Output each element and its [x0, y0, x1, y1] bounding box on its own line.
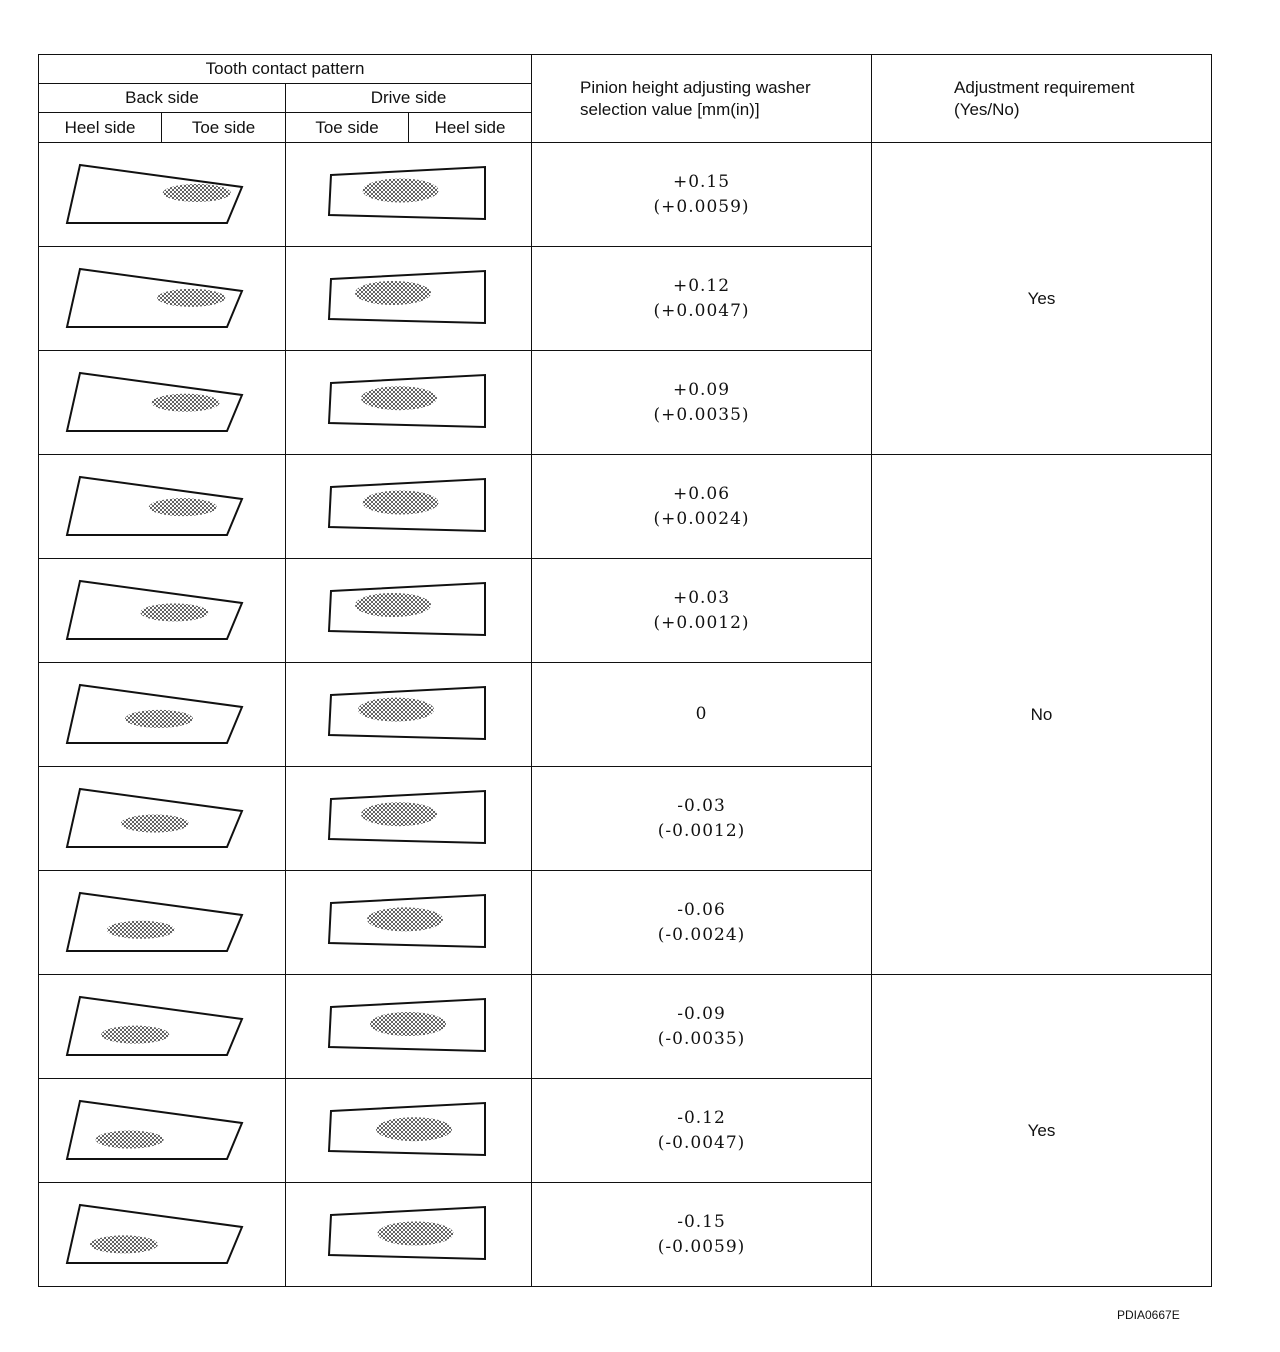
washer-value-header-line2: selection value [mm(in)] [580, 99, 760, 119]
drive-side-pattern-cell [286, 351, 532, 455]
tooth-contact-table [38, 54, 1211, 1294]
adjustment-header [872, 55, 1212, 143]
adjustment-requirement-cell: Yes [872, 143, 1212, 455]
tooth-contact-pattern-header: Tooth contact pattern [39, 55, 532, 84]
back-side-pattern-cell [39, 1079, 286, 1183]
back-side-pattern-cell [39, 143, 286, 247]
washer-value-mm: +0.09 [672, 379, 731, 400]
washer-value-mm: -0.06 [677, 899, 726, 920]
washer-value-cell [532, 455, 872, 559]
drive-side-contact-area [367, 907, 443, 931]
washer-value-cell [532, 559, 872, 663]
washer-value-in: (-0.0035) [657, 1028, 746, 1049]
washer-value-cell [532, 247, 872, 351]
drive-side-tooth-sketch [309, 887, 509, 959]
drive-side-tooth-sketch [309, 367, 509, 439]
back-side-tooth-sketch [62, 575, 262, 647]
washer-value-in: (-0.0012) [657, 820, 746, 841]
back-side-tooth-sketch [62, 679, 262, 751]
back-side-pattern-cell [39, 559, 286, 663]
table-row [39, 143, 1212, 247]
back-toe-side-header: Toe side [162, 113, 286, 143]
drive-side-contact-area [377, 1221, 453, 1245]
drive-side-tooth-sketch [309, 679, 509, 751]
drive-side-tooth-sketch [309, 471, 509, 543]
drive-side-pattern-cell [286, 871, 532, 975]
washer-value-mm: 0 [695, 704, 708, 724]
back-side-header: Back side [39, 84, 286, 113]
drive-side-tooth-sketch [309, 575, 509, 647]
drive-side-pattern-cell [286, 143, 532, 247]
drive-side-tooth-sketch [309, 1095, 509, 1167]
back-side-contact-area [152, 393, 220, 411]
washer-value-in: (-0.0059) [657, 1236, 746, 1257]
drive-side-pattern-cell [286, 1183, 532, 1287]
figure-code: PDIA0667E [1117, 1308, 1180, 1322]
washer-value-in: (+0.0047) [653, 300, 750, 321]
washer-value-cell [532, 871, 872, 975]
back-side-pattern-cell [39, 663, 286, 767]
washer-value-in: (-0.0024) [657, 924, 746, 945]
back-side-tooth-sketch [62, 887, 262, 959]
washer-value-cell [532, 1183, 872, 1287]
washer-value-in: (+0.0024) [653, 508, 750, 529]
back-side-pattern-cell [39, 871, 286, 975]
back-side-tooth-sketch [62, 991, 262, 1063]
drive-side-contact-area [370, 1012, 446, 1036]
back-side-tooth-sketch [62, 783, 262, 855]
back-side-contact-area [163, 183, 231, 201]
back-side-tooth-sketch [62, 367, 262, 439]
back-side-contact-area [140, 603, 208, 621]
back-heel-side-header: Heel side [39, 113, 162, 143]
washer-value-mm: -0.03 [677, 795, 726, 816]
back-side-pattern-cell [39, 351, 286, 455]
drive-side-contact-area [362, 490, 438, 514]
back-side-tooth-outline [67, 1101, 242, 1159]
washer-value-in: (+0.0059) [653, 196, 750, 217]
washer-value-mm: -0.15 [677, 1211, 726, 1232]
table-row [39, 975, 1212, 1079]
back-side-pattern-cell [39, 455, 286, 559]
washer-value-cell [532, 767, 872, 871]
back-side-tooth-sketch [62, 471, 262, 543]
drive-side-pattern-cell [286, 455, 532, 559]
drive-side-contact-area [361, 386, 437, 410]
back-side-tooth-outline [67, 997, 242, 1055]
drive-side-tooth-sketch [309, 783, 509, 855]
drive-side-pattern-cell [286, 663, 532, 767]
back-side-contact-area [121, 814, 189, 832]
drive-side-pattern-cell [286, 247, 532, 351]
back-side-contact-area [157, 288, 225, 306]
data-table [38, 54, 1212, 1287]
drive-side-contact-area [355, 593, 431, 617]
washer-value-header-line1: Pinion height adjusting washer [580, 77, 811, 97]
back-side-pattern-cell [39, 975, 286, 1079]
adjustment-requirement-cell: No [872, 455, 1212, 975]
back-side-contact-area [125, 709, 193, 727]
drive-side-header: Drive side [286, 84, 532, 113]
drive-side-contact-area [361, 802, 437, 826]
back-side-tooth-outline [67, 1205, 242, 1263]
drive-side-contact-area [355, 281, 431, 305]
back-side-contact-area [101, 1025, 169, 1043]
drive-side-tooth-sketch [309, 991, 509, 1063]
back-side-contact-area [149, 498, 217, 516]
washer-value-in: (+0.0012) [653, 612, 750, 633]
drive-side-contact-area [358, 697, 434, 721]
washer-value-header [532, 55, 872, 143]
drive-side-contact-area [362, 178, 438, 202]
back-side-contact-area [96, 1130, 164, 1148]
drive-side-tooth-sketch [309, 1199, 509, 1271]
washer-value-mm: +0.03 [672, 587, 731, 608]
drive-side-tooth-sketch [309, 263, 509, 335]
back-side-pattern-cell [39, 247, 286, 351]
adjustment-requirement-cell: Yes [872, 975, 1212, 1287]
washer-value-cell [532, 1079, 872, 1183]
back-side-contact-area [107, 920, 175, 938]
washer-value-cell [532, 975, 872, 1079]
washer-value-mm: -0.12 [677, 1107, 726, 1128]
washer-value-mm: +0.12 [672, 275, 731, 296]
washer-value-cell [532, 663, 872, 767]
drive-side-pattern-cell [286, 559, 532, 663]
washer-value-cell [532, 351, 872, 455]
drive-side-contact-area [376, 1117, 452, 1141]
washer-value-mm: +0.15 [672, 171, 731, 192]
drive-heel-side-header: Heel side [409, 113, 532, 143]
back-side-contact-area [90, 1235, 158, 1253]
back-side-pattern-cell [39, 767, 286, 871]
drive-toe-side-header: Toe side [286, 113, 409, 143]
back-side-tooth-sketch [62, 263, 262, 335]
adjustment-header-line1: Adjustment requirement [954, 77, 1135, 97]
back-side-tooth-sketch [62, 1095, 262, 1167]
drive-side-tooth-sketch [309, 159, 509, 231]
washer-value-in: (-0.0047) [657, 1132, 746, 1153]
adjustment-header-line2: (Yes/No) [954, 99, 1020, 119]
washer-value-mm: -0.09 [677, 1003, 726, 1024]
drive-side-pattern-cell [286, 975, 532, 1079]
drive-side-pattern-cell [286, 767, 532, 871]
washer-value-cell [532, 143, 872, 247]
back-side-pattern-cell [39, 1183, 286, 1287]
table-body [39, 143, 1212, 1287]
table-row [39, 455, 1212, 559]
back-side-tooth-sketch [62, 159, 262, 231]
drive-side-pattern-cell [286, 1079, 532, 1183]
washer-value-mm: +0.06 [672, 483, 731, 504]
back-side-tooth-sketch [62, 1199, 262, 1271]
washer-value-in: (+0.0035) [653, 404, 750, 425]
